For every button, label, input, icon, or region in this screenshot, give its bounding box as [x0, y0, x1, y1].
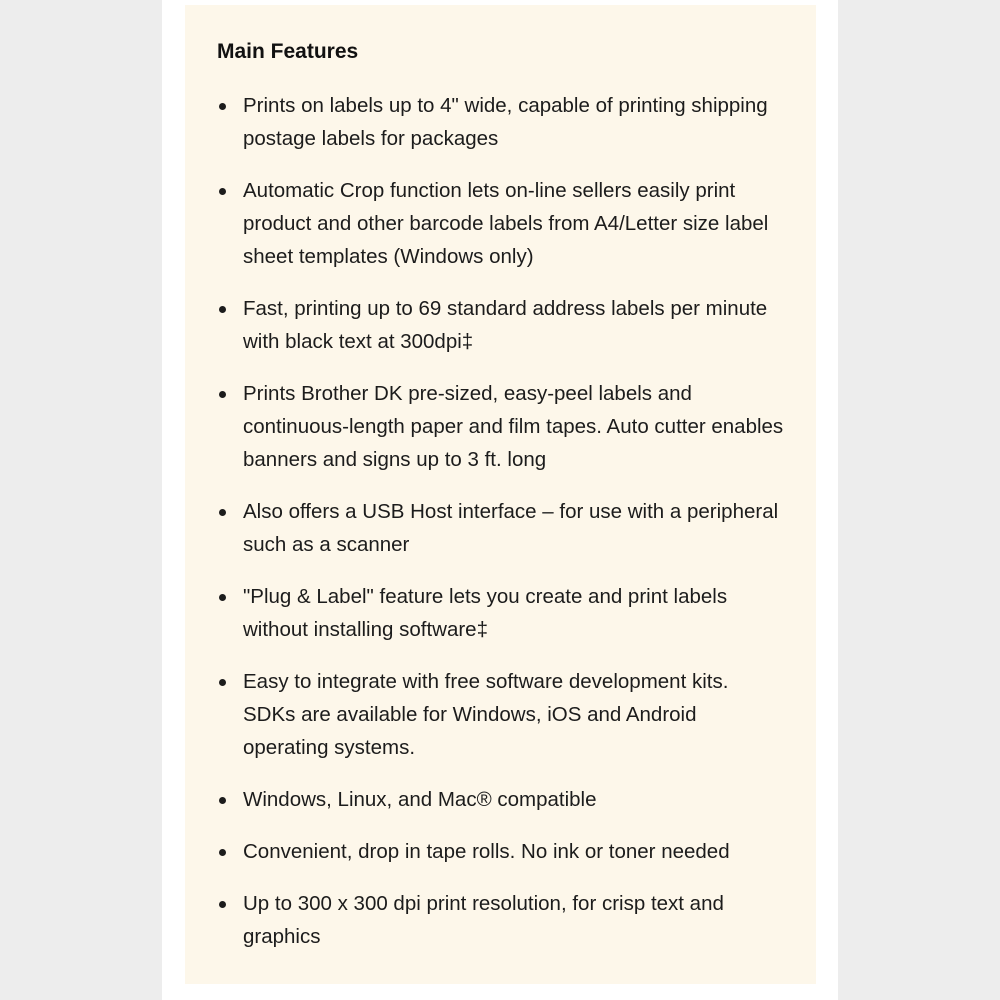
- feature-text: Convenient, drop in tape rolls. No ink or toner needed: [243, 840, 730, 863]
- feature-item: [185, 174, 816, 273]
- bullet-icon: [219, 509, 226, 516]
- feature-text: Easy to integrate with free software development kits. SDKs are available for Windows, iOS and Android operating systems.: [243, 670, 729, 759]
- bullet-icon: [219, 188, 226, 195]
- bullet-icon: [219, 797, 226, 804]
- feature-text: "Plug & Label" feature lets you create and print labels without installing software‡: [243, 585, 728, 641]
- bullet-icon: [219, 849, 226, 856]
- bullet-icon: [219, 679, 226, 686]
- bullet-icon: [219, 306, 226, 313]
- feature-item: [185, 835, 816, 868]
- feature-item: [185, 580, 816, 646]
- feature-text: Up to 300 x 300 dpi print resolution, for crisp text and graphics: [243, 892, 724, 948]
- feature-item: [185, 377, 816, 476]
- feature-item: [185, 665, 816, 764]
- section-title: Main Features: [217, 40, 359, 63]
- feature-item: [185, 783, 816, 816]
- feature-text: Fast, printing up to 69 standard address labels per minute with black text at 300dpi‡: [243, 297, 768, 353]
- feature-item: [185, 292, 816, 358]
- feature-text: Windows, Linux, and Mac® compatible: [243, 788, 597, 811]
- feature-text: Automatic Crop function lets on-line sellers easily print product and other barcode labels from A4/Letter size label sheet templates (Windows only): [243, 179, 769, 268]
- feature-item: [185, 495, 816, 561]
- features-panel: [185, 5, 816, 984]
- features-list: [185, 89, 816, 972]
- bullet-icon: [219, 391, 226, 398]
- feature-item: [185, 89, 816, 155]
- bullet-icon: [219, 901, 226, 908]
- feature-text: Prints Brother DK pre-sized, easy-peel labels and continuous-length paper and film tapes. Auto cutter enables banners and signs up to 3 ft. long: [243, 382, 784, 471]
- bullet-icon: [219, 103, 226, 110]
- feature-text: Prints on labels up to 4" wide, capable of printing shipping postage labels for packages: [243, 94, 768, 150]
- feature-item: [185, 887, 816, 953]
- bullet-icon: [219, 594, 226, 601]
- feature-text: Also offers a USB Host interface – for use with a peripheral such as a scanner: [243, 500, 779, 556]
